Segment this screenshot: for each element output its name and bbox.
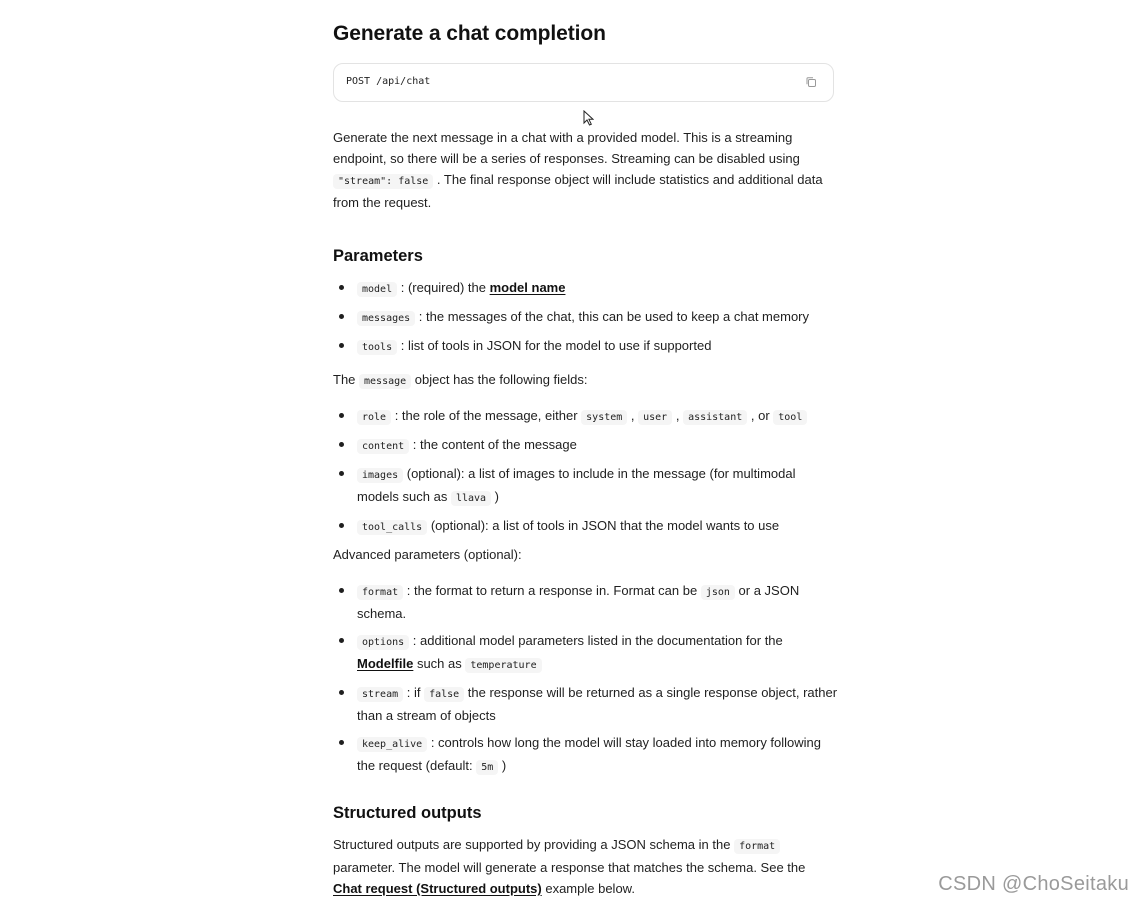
inline-code: content bbox=[357, 439, 409, 454]
list-item bbox=[333, 515, 838, 538]
parameters-heading: Parameters bbox=[333, 247, 423, 265]
chat-request-link[interactable]: Chat request (Structured outputs) bbox=[333, 881, 542, 896]
intro-paragraph bbox=[333, 127, 833, 213]
inline-code: system bbox=[581, 410, 627, 425]
list-item bbox=[333, 732, 838, 778]
parameters-list bbox=[333, 277, 838, 364]
inline-code: 5m bbox=[476, 760, 498, 775]
item-text: , or bbox=[747, 408, 774, 423]
advanced-params-list bbox=[333, 580, 838, 784]
item-text: : the role of the message, either bbox=[391, 408, 582, 423]
inline-code: json bbox=[701, 585, 735, 600]
item-text: : controls how long the model will stay loaded into memory following the request (default: bbox=[357, 735, 822, 773]
inline-code: message bbox=[359, 374, 411, 389]
endpoint-code: POST /api/chat bbox=[346, 76, 431, 87]
message-object-intro bbox=[333, 369, 588, 392]
item-text: : the format to return a response in. Format can be bbox=[403, 583, 701, 598]
list-item bbox=[333, 306, 838, 329]
inline-code: false bbox=[424, 687, 464, 702]
list-item bbox=[333, 335, 838, 358]
inline-code: format bbox=[734, 839, 780, 854]
list-item bbox=[333, 682, 838, 726]
inline-code: format bbox=[357, 585, 403, 600]
inline-code: llava bbox=[451, 491, 491, 506]
item-text: ) bbox=[498, 758, 507, 773]
item-text: , bbox=[627, 408, 639, 423]
copy-icon[interactable] bbox=[805, 76, 819, 90]
item-text: : the messages of the chat, this can be used to keep a chat memory bbox=[415, 309, 809, 324]
message-fields-list bbox=[333, 405, 838, 544]
page-title: Generate a chat completion bbox=[333, 22, 606, 45]
inline-code: messages bbox=[357, 311, 415, 326]
intro-text: object has the following fields: bbox=[411, 372, 588, 387]
inline-code: options bbox=[357, 635, 409, 650]
inline-code: model bbox=[357, 282, 397, 297]
structured-outputs-heading: Structured outputs bbox=[333, 804, 482, 822]
item-text: (optional): a list of tools in JSON that the model wants to use bbox=[427, 518, 780, 533]
para-text: Structured outputs are supported by providing a JSON schema in the bbox=[333, 837, 735, 852]
inline-code: tools bbox=[357, 340, 397, 355]
list-item bbox=[333, 277, 838, 300]
para-text: example below. bbox=[541, 881, 635, 896]
model-name-link[interactable]: model name bbox=[489, 280, 566, 295]
mouse-cursor-icon bbox=[583, 110, 594, 131]
item-text: ) bbox=[491, 489, 499, 504]
list-item bbox=[333, 630, 838, 676]
inline-code: tool_calls bbox=[357, 520, 427, 535]
list-item bbox=[333, 580, 838, 624]
item-text: : additional model parameters listed in the documentation for the bbox=[409, 633, 783, 648]
inline-code: keep_alive bbox=[357, 737, 427, 752]
list-item bbox=[333, 434, 838, 457]
item-text: or a JSON schema. bbox=[357, 583, 800, 621]
item-text: , bbox=[672, 408, 684, 423]
intro-text: The bbox=[333, 372, 360, 387]
inline-code: tool bbox=[773, 410, 807, 425]
inline-code: stream bbox=[357, 687, 403, 702]
item-text: the response will be returned as a single response object, rather than a stream of objects bbox=[357, 685, 838, 723]
item-text: : (required) the bbox=[397, 280, 490, 295]
inline-code: assistant bbox=[683, 410, 747, 425]
list-item bbox=[333, 405, 838, 428]
endpoint-code-block bbox=[333, 63, 834, 102]
inline-code: images bbox=[357, 468, 403, 483]
inline-code: "stream": false bbox=[333, 174, 433, 189]
item-text: : list of tools in JSON for the model to use if supported bbox=[397, 338, 712, 353]
inline-code: user bbox=[638, 410, 672, 425]
intro-text: . The final response object will include statistics and additional data from the request. bbox=[333, 172, 823, 210]
inline-code: role bbox=[357, 410, 391, 425]
item-text: : if bbox=[403, 685, 425, 700]
inline-code: temperature bbox=[465, 658, 541, 673]
para-text: parameter. The model will generate a response that matches the schema. See the bbox=[333, 860, 806, 875]
list-item bbox=[333, 463, 838, 509]
structured-outputs-paragraph bbox=[333, 834, 833, 899]
intro-text: Generate the next message in a chat with a provided model. This is a streaming endpoint, so there will be a series of responses. Streaming can be disabled using bbox=[333, 130, 800, 166]
item-text: : the content of the message bbox=[409, 437, 577, 452]
advanced-intro: Advanced parameters (optional): bbox=[333, 547, 522, 562]
modelfile-link[interactable]: Modelfile bbox=[357, 656, 414, 671]
item-text: such as bbox=[413, 656, 466, 671]
item-text: (optional): a list of images to include in the message (for multimodal models such as bbox=[357, 466, 796, 504]
watermark: CSDN @ChoSeitaku bbox=[938, 873, 1129, 895]
